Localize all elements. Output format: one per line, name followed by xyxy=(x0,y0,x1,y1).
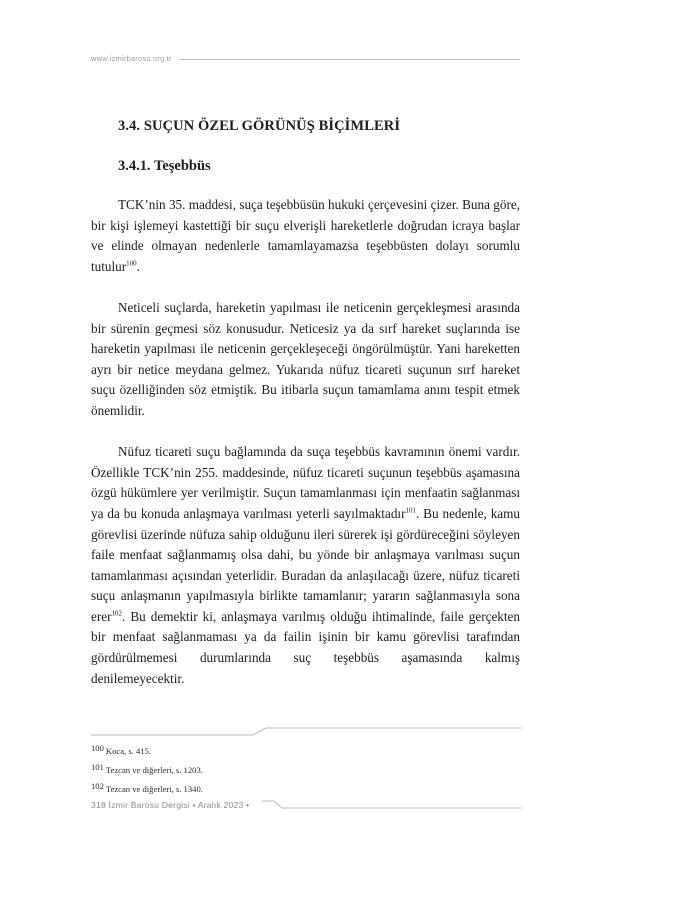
paragraph-3-part-1: Nüfuz ticareti suçu bağlamında da suça teşebbüs kavramının önemi vardır. Özellikle TCK’nin 255. maddesinde, nüfuz ticareti suçunun teşebbüs aşamasına özgü hükümlere yer verilmiştir. Suçun tamamlanması için menfaatin sağlanması ya da bu konuda anlaşmaya varılması yeterli sayılmaktadır xyxy=(91,444,520,521)
footnote-ref-102: 102 xyxy=(111,609,122,618)
footnote-text: Tezcan ve diğerleri, s. 1340. xyxy=(105,784,203,794)
paragraph-2 xyxy=(91,298,520,422)
footnote-text: Koca, s. 415. xyxy=(105,746,151,756)
footnote-100 xyxy=(91,743,521,762)
paragraph-1 xyxy=(91,195,520,277)
paragraph-2-text: Neticeli suçlarda, hareketin yapılması ile neticenin gerçekleşmesi arasında bir sürenin geçmesi söz konusudur. Neticesiz ya da sırf hareket suçlarında ise hareketin yapılması ile neticenin gerçekleşeceği öngörülmüştür. Yani hareketten ayrı bir netice meydana gelmez. Yukarıda nüfuz ticareti suçunun sırf hareket suçu özelliğinden söz etmiştik. Bu itibarla suçun tamamlama anını tespit etmek önemlidir. xyxy=(91,299,520,418)
subsection-title: 3.4.1. Teşebbüs xyxy=(118,158,211,174)
footnote-number: 101 xyxy=(91,762,104,772)
body-text xyxy=(91,195,520,689)
footer-journal-line: 318 İzmir Barosu Dergisi • Aralık 2023 • xyxy=(91,800,250,810)
paragraph-3-part-2: . Bu nedenle, kamu görevlisi üzerinde nüfuza sahip olduğunu ileri sürerek işi gördüreceğini söyleyen faile menfaat sağlanmamış olsa dahi, bu yönde bir anlaşmaya varılması suçun tamamlanması açısından yeterlidir. Buradan da anlaşılacağı üzere, nüfuz ticareti suçu anlaşmanın yapılmasıyla birlikte tamamlanır; yararın sağlanmasıyla sona erer xyxy=(91,505,520,624)
footer-rule xyxy=(262,797,521,809)
paragraph-1-text: TCK’nin 35. maddesi, suça teşebbüsün hukuki çerçevesini çizer. Buna göre, bir kişi işlemeyi kastettiği bir suçu elverişli hareketlerle doğrudan icraya başlar ve elinde olmayan nedenlerle tamamlayamazsa teşebbüsten dolayı sorumlu tutulur xyxy=(91,197,520,274)
footnote-divider xyxy=(91,724,521,736)
paragraph-3 xyxy=(91,442,520,689)
paragraph-3-part-3: . Bu demektir ki, anlaşmaya varılmış olduğu ihtimalinde, faile gerçekten bir menfaat sağlanmaması ya da failin işinin bir kamu görevlisi tarafından gördürülmemesi durumlarında suç teşebbüs aşamasında kalmış denilemeyecektir. xyxy=(91,608,520,686)
footnote-101 xyxy=(91,762,521,781)
paragraph-1-end: . xyxy=(136,258,140,274)
footnote-number: 102 xyxy=(91,781,104,791)
footnote-number: 100 xyxy=(91,743,104,753)
footnote-ref-101: 101 xyxy=(405,506,416,515)
footnote-text: Tezcan ve diğerleri, s. 1203. xyxy=(105,765,203,775)
header-rule xyxy=(180,59,520,60)
footnote-ref-100: 100 xyxy=(126,259,137,268)
section-title: 3.4. SUÇUN ÖZEL GÖRÜNÜŞ BİÇİMLERİ xyxy=(118,118,401,134)
footnotes xyxy=(91,743,521,800)
header-url: www.izmirbarosu.org.tr xyxy=(91,54,172,63)
